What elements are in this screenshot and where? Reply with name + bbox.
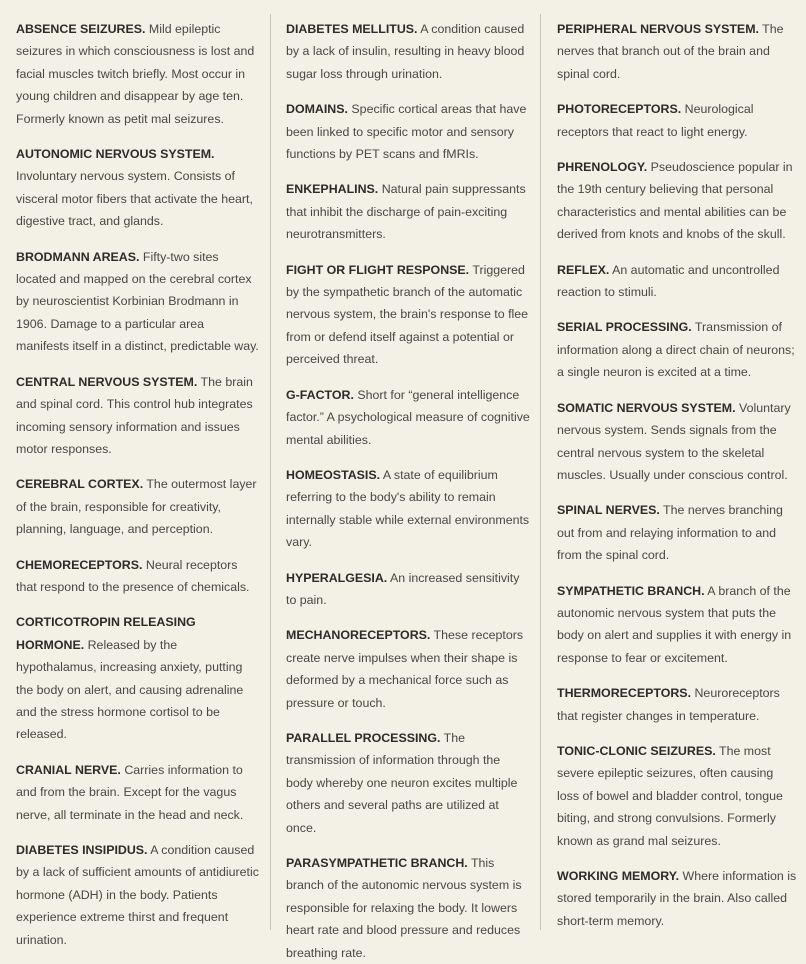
- glossary-definition: A condition caused by a lack of insulin, resulting in heavy blood sugar loss through urination.: [286, 22, 525, 81]
- glossary-definition: Fifty-two sites located and mapped on the cerebral cortex by neuroscientist Korbinian Brodmann in 1906. Damage to a particular area manifests itself in a distinct, predictable way.: [16, 249, 259, 354]
- glossary-definition: Voluntary nervous system. Sends signals from the central nervous system to the skeletal muscles. Usually under conscious control.: [557, 400, 791, 482]
- glossary-entry: [286, 852, 530, 964]
- glossary-term: CORTICOTROPIN RELEASING HORMONE.: [16, 615, 196, 652]
- glossary-term: MECHANORECEPTORS.: [286, 628, 431, 643]
- glossary-column-3: [540, 0, 806, 946]
- glossary-term: G-FACTOR.: [286, 387, 354, 402]
- glossary-entry: [557, 865, 798, 932]
- glossary-term: HOMEOSTASIS.: [286, 467, 381, 482]
- glossary-entry: [557, 682, 798, 727]
- glossary-entry: [557, 316, 798, 383]
- glossary-definition: Triggered by the sympathetic branch of the automatic nervous system, the brain's response to flee from or defend itself against a potential or perceived threat.: [286, 262, 529, 367]
- glossary-definition: Pseudoscience popular in the 19th century believing that personal characteristics and mental abilities can be derived from knots and knobs of the skull.: [557, 160, 793, 242]
- glossary-term: PARALLEL PROCESSING.: [286, 730, 441, 745]
- glossary-entry: [286, 259, 530, 371]
- glossary-definition: Specific cortical areas that have been linked to specific motor and sensory functions by PET scans and fMRIs.: [286, 102, 527, 162]
- glossary-entry: [16, 839, 260, 951]
- glossary-entry: [16, 371, 260, 461]
- glossary-definition: This branch of the autonomic nervous system is responsible for relaxing the body. It lowers heart rate and blood pressure and reduces breathing rate.: [286, 856, 522, 960]
- glossary-term: HYPERALGESIA.: [286, 570, 388, 585]
- glossary-entry: [557, 18, 798, 85]
- glossary-entry: [286, 178, 530, 245]
- glossary-term: TONIC-CLONIC SEIZURES.: [557, 743, 716, 758]
- glossary-term: ABSENCE SEIZURES.: [16, 22, 146, 36]
- glossary-term: AUTONOMIC NERVOUS SYSTEM.: [16, 147, 215, 162]
- glossary-definition: These receptors create nerve impulses when their shape is deformed by a mechanical force such as pressure or touch.: [286, 628, 524, 710]
- glossary-definition: The nerves branching out from and relaying information to and from the spinal cord.: [557, 503, 783, 563]
- glossary-column-1: [0, 0, 270, 946]
- glossary-entry: [16, 473, 260, 540]
- glossary-term: PERIPHERAL NERVOUS SYSTEM.: [557, 22, 759, 36]
- glossary-definition: The outermost layer of the brain, responsible for creativity, planning, language, and perception.: [16, 477, 257, 537]
- glossary-entry: [557, 98, 798, 143]
- glossary-entry: [286, 464, 530, 554]
- glossary-term: ENKEPHALINS.: [286, 182, 379, 197]
- glossary-definition: Short for “general intelligence factor.” A psychological measure of cognitive mental abilities.: [286, 387, 530, 447]
- glossary-term: SYMPATHETIC BRANCH.: [557, 583, 705, 598]
- glossary-entry: [557, 499, 798, 566]
- glossary-term: THERMORECEPTORS.: [557, 686, 692, 701]
- glossary-term: FIGHT OR FLIGHT RESPONSE.: [286, 262, 470, 277]
- glossary-entry: [557, 740, 798, 852]
- glossary-definition: Transmission of information along a direct chain of neurons; a single neuron is excited at a time.: [557, 320, 795, 380]
- glossary-definition: Natural pain suppressants that inhibit the discharge of pain-exciting neurotransmitters.: [286, 182, 526, 242]
- glossary-term: DIABETES MELLITUS.: [286, 22, 418, 36]
- glossary-definition: Mild epileptic seizures in which consciousness is lost and facial muscles twitch briefly. Most occur in young children and disappear by age ten. Formerly known as petit mal seizures.: [16, 22, 255, 126]
- glossary-entry: [557, 397, 798, 487]
- glossary-definition: Neuroreceptors that register changes in temperature.: [557, 686, 780, 723]
- glossary-term: SPINAL NERVES.: [557, 503, 660, 518]
- glossary-term: BRODMANN AREAS.: [16, 249, 140, 264]
- glossary-entry: [16, 554, 260, 599]
- glossary-entry: [16, 143, 260, 233]
- glossary-entry: [557, 580, 798, 670]
- glossary-term: CEREBRAL CORTEX.: [16, 477, 144, 492]
- glossary-term: PARASYMPATHETIC BRANCH.: [286, 856, 468, 870]
- glossary-term: SOMATIC NERVOUS SYSTEM.: [557, 400, 736, 415]
- glossary-definition: The transmission of information through the body whereby one neuron excites multiple others and several paths are utilized at once.: [286, 730, 518, 835]
- glossary-entry: [286, 384, 530, 451]
- glossary-term: WORKING MEMORY.: [557, 869, 680, 883]
- glossary-term: DOMAINS.: [286, 102, 348, 117]
- glossary-definition: A state of equilibrium referring to the body's ability to remain internally stable while external environments vary.: [286, 467, 530, 550]
- glossary-definition: Neurological receptors that react to light energy.: [557, 102, 754, 139]
- glossary-entry: [286, 727, 530, 839]
- glossary-entry: [286, 98, 530, 165]
- glossary-entry: [16, 246, 260, 358]
- glossary-term: DIABETES INSIPIDUS.: [16, 843, 148, 857]
- glossary-definition: Involuntary nervous system. Consists of visceral motor fibers that activate the heart, digestive tract, and glands.: [16, 169, 253, 229]
- glossary-definition: Released by the hypothalamus, increasing anxiety, putting the body on alert, and causing adrenaline and the stress hormone cortisol to be released.: [16, 637, 244, 742]
- glossary-term: CRANIAL NERVE.: [16, 762, 121, 777]
- glossary-definition: Carries information to and from the brain. Except for the vagus nerve, all terminate in the head and neck.: [16, 762, 244, 822]
- glossary-entry: [16, 18, 260, 130]
- glossary-entry: [286, 567, 530, 612]
- glossary-entry: [557, 259, 798, 304]
- glossary-term: CHEMORECEPTORS.: [16, 557, 143, 572]
- glossary-term: PHRENOLOGY.: [557, 160, 648, 175]
- glossary-definition: Where information is stored temporarily in the brain. Also called short-term memory.: [557, 869, 797, 928]
- glossary-entry: [16, 611, 260, 745]
- glossary-definition: The nerves that branch out of the brain and spinal cord.: [557, 22, 784, 81]
- glossary-entry: [557, 156, 798, 246]
- glossary-definition: An automatic and uncontrolled reaction to stimuli.: [557, 262, 780, 300]
- glossary-column-2: [270, 0, 540, 960]
- glossary-entry: [286, 624, 530, 714]
- glossary-definition: A branch of the autonomic nervous system that puts the body on alert and supplies it with energy in response to fear or excitement.: [557, 583, 792, 665]
- glossary-term: CENTRAL NERVOUS SYSTEM.: [16, 374, 198, 389]
- glossary-definition: A condition caused by a lack of sufficient amounts of antidiuretic hormone (ADH) in the body. Patients experience extreme thirst and frequent urination.: [16, 843, 259, 947]
- glossary-term: SERIAL PROCESSING.: [557, 320, 692, 335]
- glossary-entry: [286, 18, 530, 85]
- glossary-term: REFLEX.: [557, 262, 610, 277]
- glossary-definition: The most severe epileptic seizures, often causing loss of bowel and bladder control, tongue biting, and strong convulsions. Formerly known as grand mal seizures.: [557, 743, 783, 848]
- glossary-entry: [16, 759, 260, 826]
- glossary-definition: An increased sensitivity to pain.: [286, 570, 520, 607]
- glossary-term: PHOTORECEPTORS.: [557, 102, 682, 117]
- glossary-definition: Neural receptors that respond to the presence of chemicals.: [16, 557, 250, 594]
- glossary-definition: The brain and spinal cord. This control hub integrates incoming sensory information and issues motor responses.: [16, 374, 253, 456]
